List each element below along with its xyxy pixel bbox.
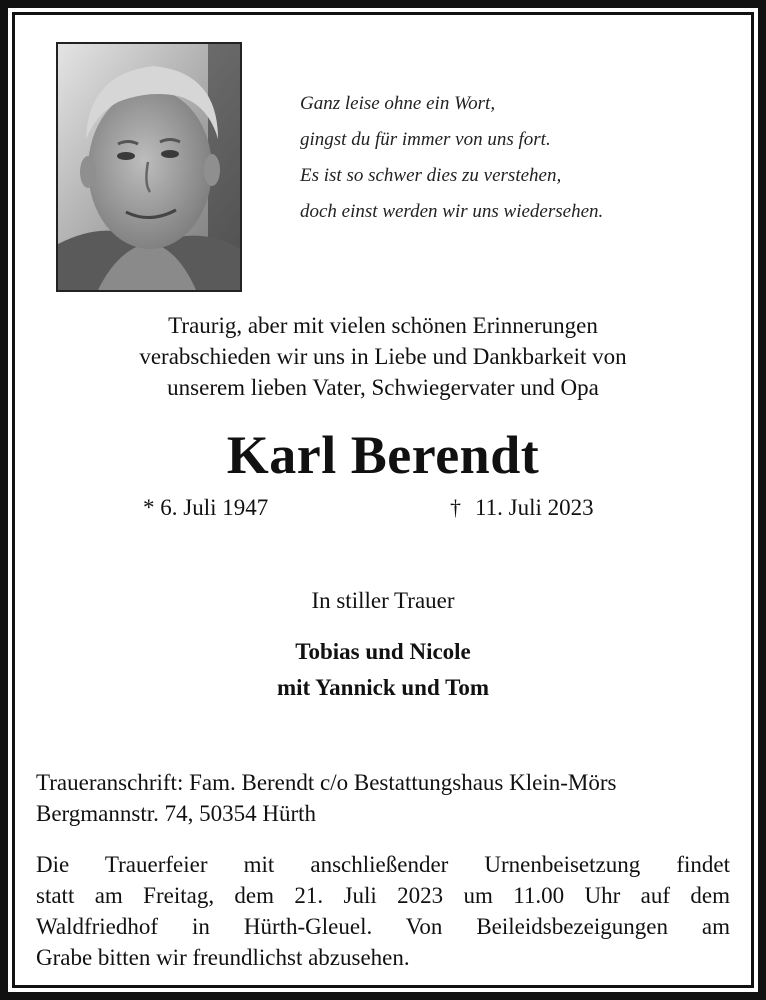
- portrait-photo: [56, 42, 242, 292]
- deceased-name: Karl Berendt: [226, 425, 540, 485]
- mourning-address: [36, 767, 730, 829]
- service-details: [36, 849, 730, 973]
- intro-line: verabschieden wir uns in Liebe und Dankbarkeit von: [139, 344, 627, 369]
- intro-text: [30, 310, 736, 403]
- service-line: Waldfriedhof in Hürth-Gleuel. Von Beileidsbezeigungen am: [36, 914, 730, 939]
- poem: [300, 86, 720, 230]
- death-date-group: [450, 493, 594, 523]
- intro-line: Traurig, aber mit vielen schönen Erinnerungen: [168, 313, 598, 338]
- poem-line: gingst du für immer von uns fort.: [300, 129, 551, 150]
- cross-icon: †: [450, 495, 461, 520]
- service-line: statt am Freitag, dem 21. Juli 2023 um 11.00 Uhr auf dem: [36, 883, 730, 908]
- poem-line: doch einst werden wir uns wiedersehen.: [300, 201, 604, 222]
- address-line: Bergmannstr. 74, 50354 Hürth: [36, 801, 317, 826]
- family-line: mit Yannick und Tom: [277, 675, 489, 700]
- address-line: Traueranschrift: Fam. Berendt c/o Bestattungshaus Klein-Mörs: [36, 770, 617, 795]
- death-date: 11. Juli 2023: [475, 495, 594, 520]
- service-line: Grabe bitten wir freundlichst abzusehen.: [36, 945, 410, 970]
- birth-date: * 6. Juli 1947: [143, 495, 269, 520]
- family-names: [30, 634, 736, 706]
- poem-line: Es ist so schwer dies zu verstehen,: [300, 165, 562, 186]
- service-line: Die Trauerfeier mit anschließender Urnenbeisetzung findet: [36, 852, 730, 877]
- mourning-heading: In stiller Trauer: [311, 588, 455, 613]
- intro-line: unserem lieben Vater, Schwiegervater und Opa: [167, 375, 599, 400]
- poem-line: Ganz leise ohne ein Wort,: [300, 93, 496, 114]
- family-line: Tobias und Nicole: [295, 639, 471, 664]
